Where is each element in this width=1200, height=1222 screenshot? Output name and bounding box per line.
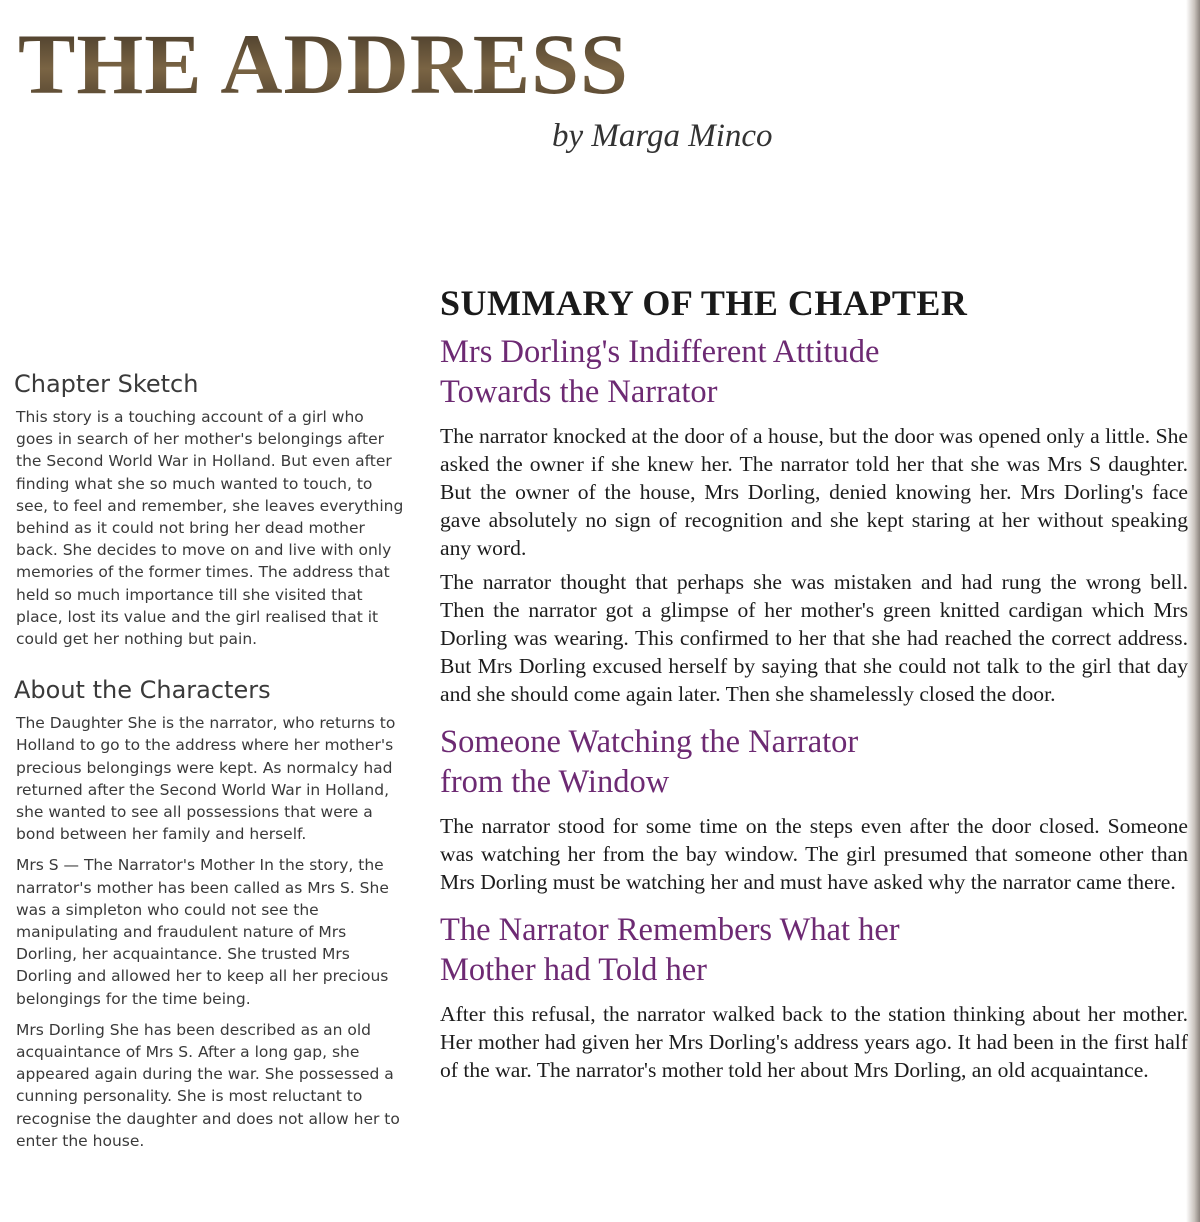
section-paragraph: The narrator knocked at the door of a house, but the door was opened only a little. She asked the owner if she knew her. The narrator told her that she was Mrs S daughter. But the owner of the house, Mrs Dorling, denied knowing her. Mrs Dorling's face gave absolutely no sign of recognition and she kept staring at her without speaking any word. <box>440 424 1188 560</box>
page-title: THE ADDRESS <box>18 16 629 112</box>
section-paragraph: The narrator stood for some time on the steps even after the door closed. Someone was watching her from the bay window. The girl presumed that someone other than Mrs Dorling must be watching her and must have asked why the narrator came there. <box>440 814 1188 894</box>
summary-section-window <box>440 722 1188 896</box>
section-heading <box>440 910 1188 990</box>
section-heading-line: Mrs Dorling's Indifferent Attitude <box>440 334 880 370</box>
section-heading-line: Towards the Narrator <box>440 374 718 410</box>
character-mrs-dorling: Mrs Dorling She has been described as an old acquaintance of Mrs S. After a long gap, she appeared again during the war. She possessed a cunning personality. She is most reluctant to recognise the daughter and does not allow her to enter the house. <box>16 1020 400 1150</box>
character-daughter: The Daughter She is the narrator, who returns to Holland to go to the address where her mother's precious belongings were kept. As normalcy had returned after the Second World War in Holland, she wanted to see all possessions that were a bond between her family and herself. <box>16 714 396 844</box>
author-byline: by Marga Minco <box>552 118 773 154</box>
chapter-sketch-text: This story is a touching account of a girl who goes in search of her mother's belongings after the Second World War in Holland. But even after finding what she so much wanted to touch, to see, to feel and remember, she leaves everything behind as it could not bring her dead mother back. She decides to move on and live with only memories of the former times. The address that held so much importance till she visited that place, lost its value and the girl realised that it could get her nothing but pain. <box>16 408 404 649</box>
section-heading-line: from the Window <box>440 764 670 800</box>
section-paragraph: The narrator thought that perhaps she was mistaken and had rung the wrong bell. Then the narrator got a glimpse of her mother's green knitted cardigan which Mrs Dorling was wearing. This confirmed to her that she had reached the correct address. But Mrs Dorling excused herself by saying that she could not talk to the girl that day and she should come again later. Then she shamelessly closed the door. <box>440 570 1188 706</box>
chapter-sketch <box>12 370 404 650</box>
section-heading-line: Mother had Told her <box>440 952 707 988</box>
summary-section-attitude <box>440 332 1188 708</box>
chapter-sketch-heading: Chapter Sketch <box>14 370 199 398</box>
summary-heading: SUMMARY OF THE CHAPTER <box>440 283 968 323</box>
about-characters <box>12 676 404 1152</box>
section-heading <box>440 332 1188 412</box>
section-heading-line: Someone Watching the Narrator <box>440 724 859 760</box>
character-mrs-s: Mrs S — The Narrator's Mother In the story, the narrator's mother has been called as Mrs S. She was a simpleton who could not see the manipulating and fraudulent nature of Mrs Dorling, her acquaintance. She trusted Mrs Dorling and allowed her to keep all her precious belongings for the time being. <box>16 856 389 1008</box>
summary-column <box>440 282 1188 1098</box>
section-heading <box>440 722 1188 802</box>
sidebar <box>12 370 404 1161</box>
summary-section-remembers <box>440 910 1188 1084</box>
about-characters-heading: About the Characters <box>14 676 271 705</box>
page-edge-shadow <box>1186 0 1200 1222</box>
section-paragraph: After this refusal, the narrator walked back to the station thinking about her mother. Her mother had given her Mrs Dorling's address years ago. It had been in the first half of the war. The narrator's mother told her about Mrs Dorling, an old acquaintance. <box>440 1002 1188 1082</box>
section-heading-line: The Narrator Remembers What her <box>440 912 900 948</box>
